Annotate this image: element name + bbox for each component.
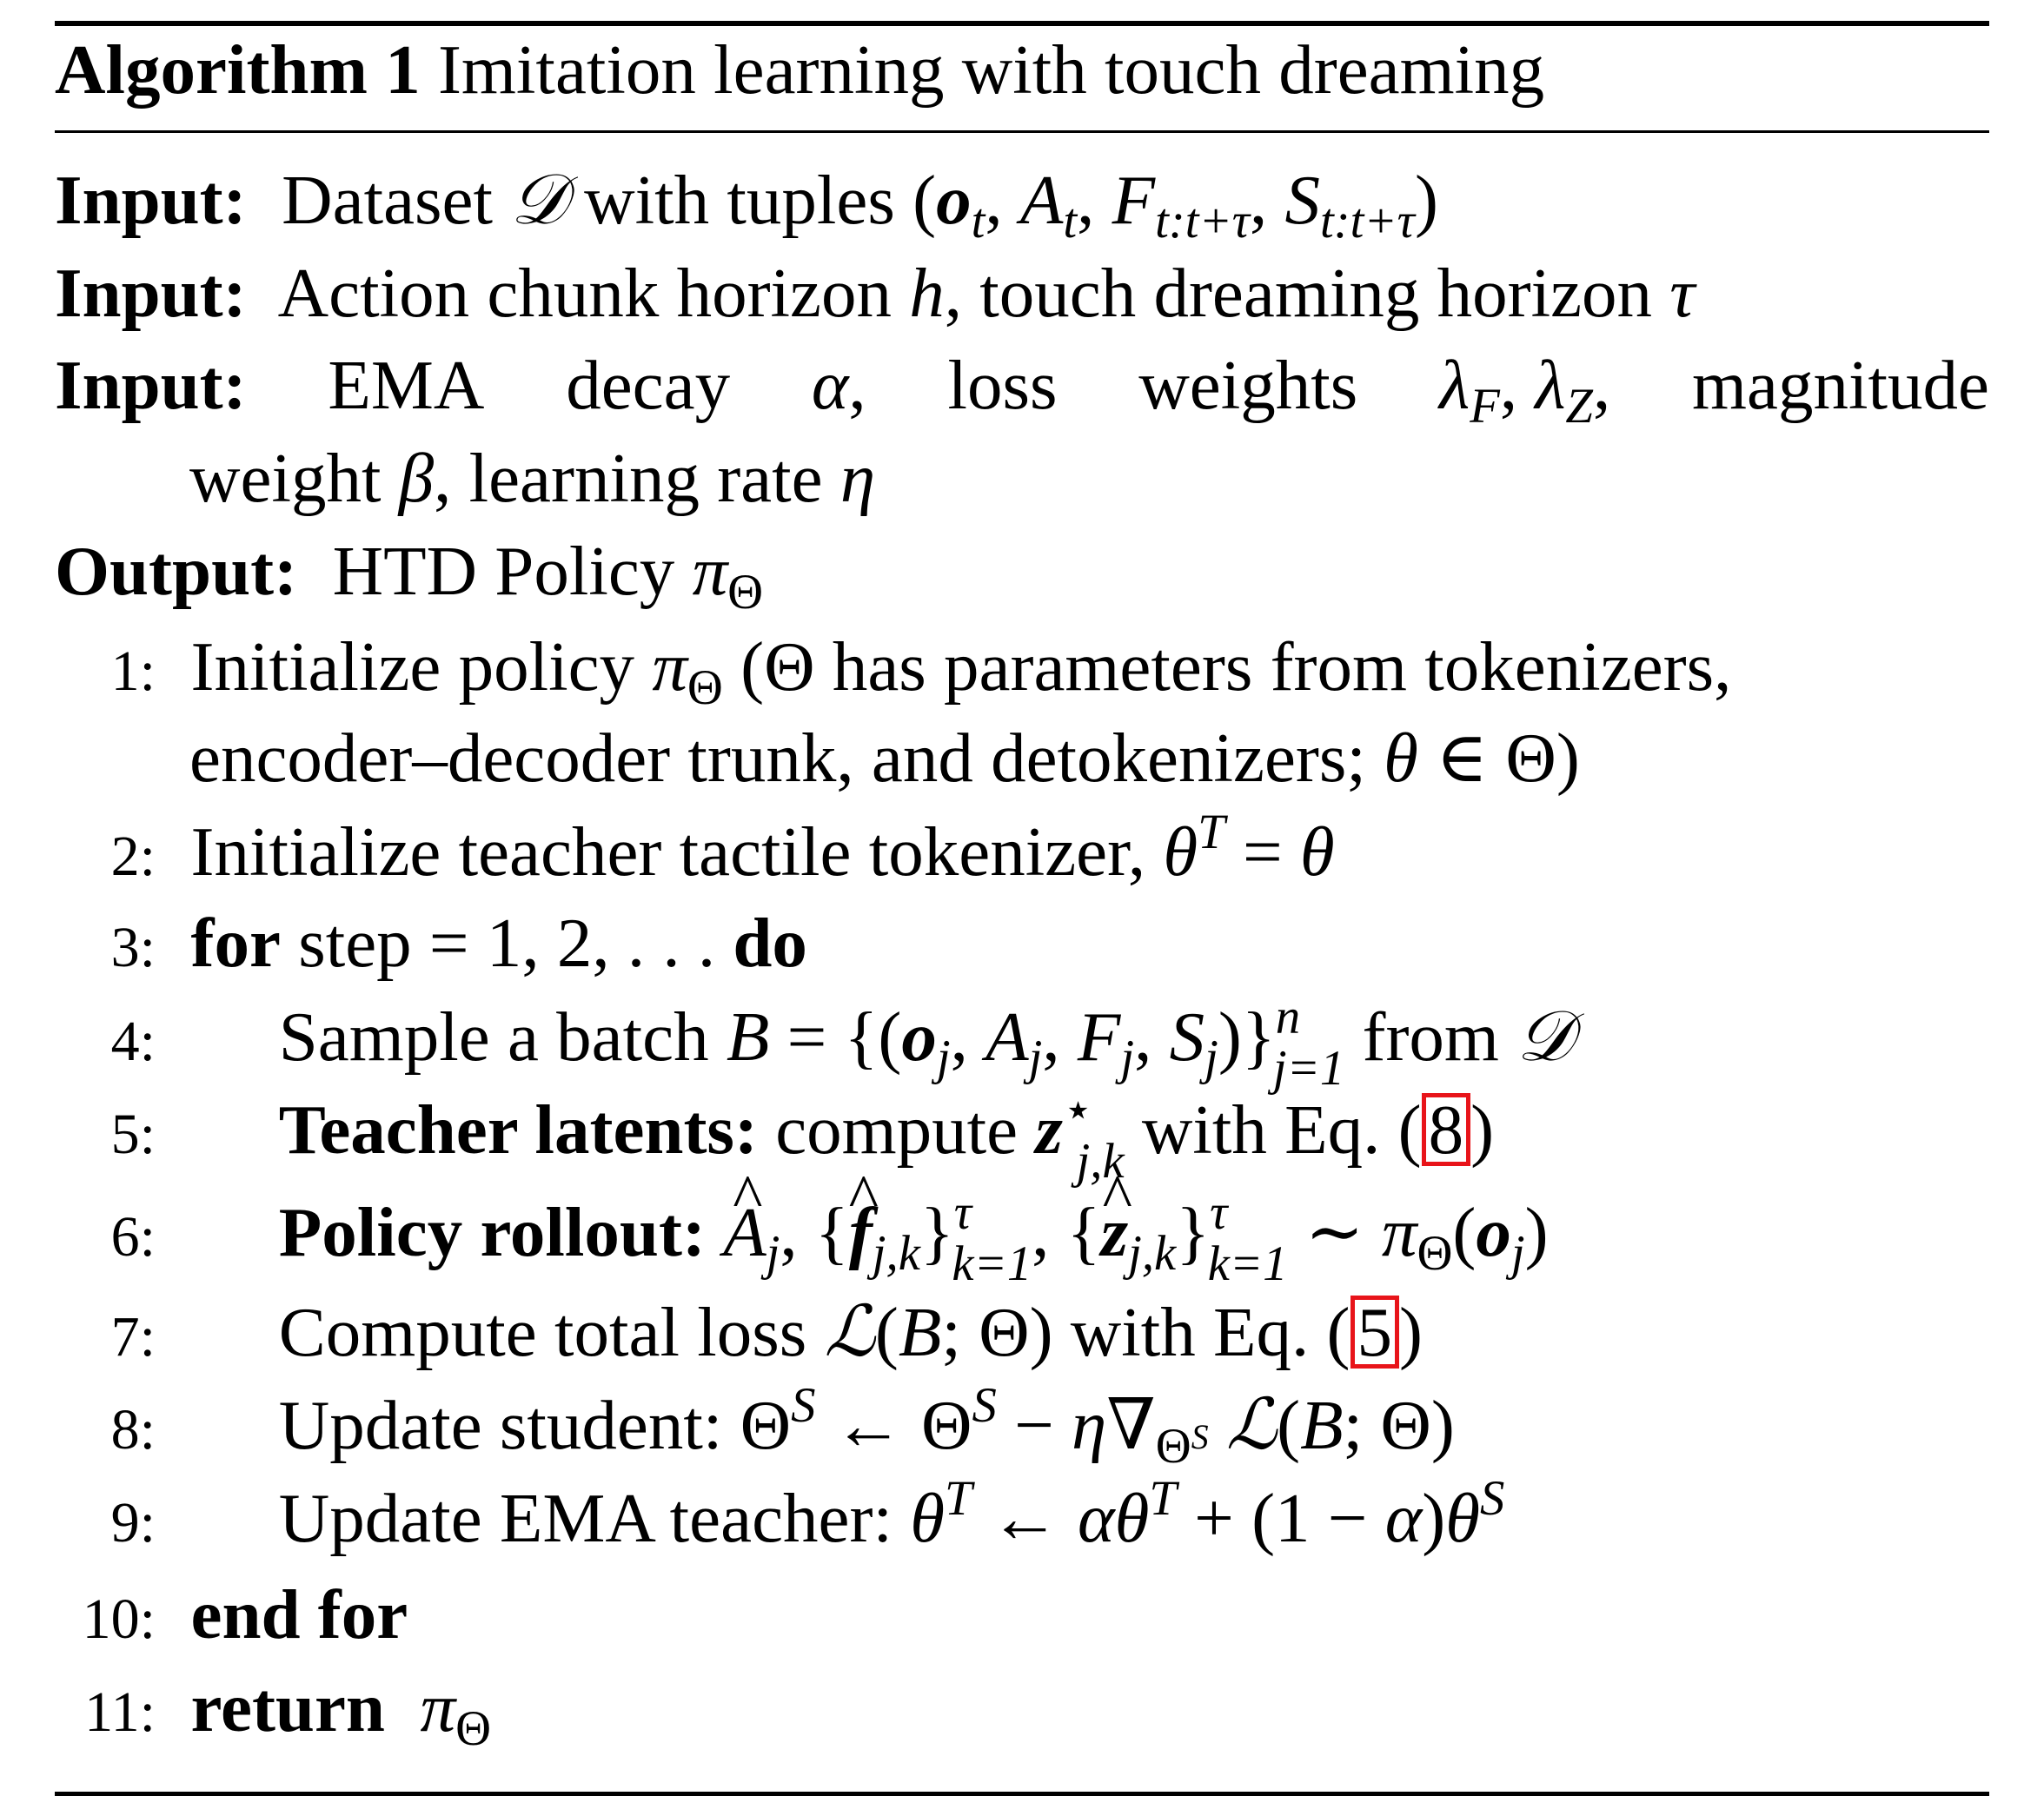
equation-ref-8[interactable]: 8 [1422,1093,1471,1166]
step-7 [55,1289,1989,1375]
input-horizons [55,249,1989,336]
input-text: Dataset 𝒟 with tuples ($o_t$, $A_t$, $F_{t:t+\tau}$, $S_{t:t+\tau}$) [282,161,1438,249]
algorithm-block [55,0,1989,1816]
step-text: Update EMA teacher: $\theta^T$ ← $\alpha\theta^T + (1 - \alpha)\theta^S$ [278,1470,1505,1557]
step-text: Initialize teacher tactile tokenizer, $\theta^T = \theta$ [190,804,1335,891]
input-hyperparams-cont: weight β, learning rate η [189,439,876,517]
step-number: 9: [110,1491,156,1554]
input-hyperparams: Input: EMA decay α, loss weights $\lambda_F$, $\lambda_Z$, magnitude [55,341,1989,428]
output-keyword: Output: [55,532,298,610]
step-text: Update student: $\Theta^S$ ← $\Theta^S - \eta\nabla_{\Theta^S}$ ℒ(B; Θ) [278,1377,1455,1474]
keyword-do: do [733,904,807,982]
caption-rule [55,130,1989,133]
step-number: 4: [110,1010,156,1073]
step-number: 2: [110,825,156,888]
step-text: Initialize policy $\pi_\Theta$ (Θ has parameters from tokenizers, [190,627,1732,715]
input-dataset [55,156,1989,249]
step-text: compute $z^⋆_{j,k}$ with Eq. (8) [775,1082,1495,1190]
step-number: 3: [110,916,156,979]
step-number: 6: [110,1205,156,1269]
algorithm-caption [55,26,1989,113]
step-11 [55,1664,1989,1756]
step-6 [55,1184,1989,1292]
bottom-rule [55,1792,1989,1796]
input-text: Action chunk horizon h, touch dreaming horizon τ [277,254,1696,332]
step-label: Policy rollout: [278,1193,706,1271]
step-number: 10: [82,1587,156,1651]
input-keyword: Input: [55,254,247,332]
return-value: $\pi_\Theta$ [420,1668,492,1756]
keyword-return: return [190,1668,385,1746]
step-4 [55,989,1989,1097]
step-number: 11: [84,1680,156,1744]
step-number: 5: [110,1103,156,1166]
step-number: 7: [110,1305,156,1369]
step-text: Sample a batch $B = \{(o_j$, $A_j$, $F_j$, $S_j)\}^n_{j=1}$ from 𝒟 [278,989,1573,1097]
step-2 [55,804,1989,895]
step-1-cont: encoder–decoder trunk, and detokenizers; θ ∈ Θ) [189,719,1580,797]
step-5 [55,1082,1989,1190]
algorithm-title: Imitation learning with touch dreaming [437,30,1545,109]
algorithm-label: Algorithm 1 [55,30,421,109]
step-8 [55,1377,1989,1474]
equation-ref-5[interactable]: 5 [1350,1296,1400,1369]
output-line [55,527,1989,620]
input-keyword: Input: [55,346,247,424]
keyword-end-for: end for [190,1575,408,1654]
keyword-for: for [190,904,281,982]
step-3 [55,899,1989,986]
step-label: Teacher latents: [278,1090,758,1169]
step-10 [55,1571,1989,1658]
step-1 [55,623,1989,715]
step-text: ^ $A_j$, {^ $f_{j,k}\}^\tau_{k=1}$, {^ $z_{j,k}\}^\tau_{k=1}$ ∼ $\pi_\Theta(o_j)$ [723,1193,1548,1271]
step-text: step = 1, 2, . . . [298,904,716,982]
step-number: 8: [110,1398,156,1461]
step-text: Compute total loss ℒ(B; Θ) with Eq. (5) [278,1293,1423,1371]
input-keyword: Input: [55,161,247,239]
step-9 [55,1470,1989,1561]
step-number: 1: [110,640,156,703]
output-text: HTD Policy $\pi_\Theta$ [332,532,764,620]
